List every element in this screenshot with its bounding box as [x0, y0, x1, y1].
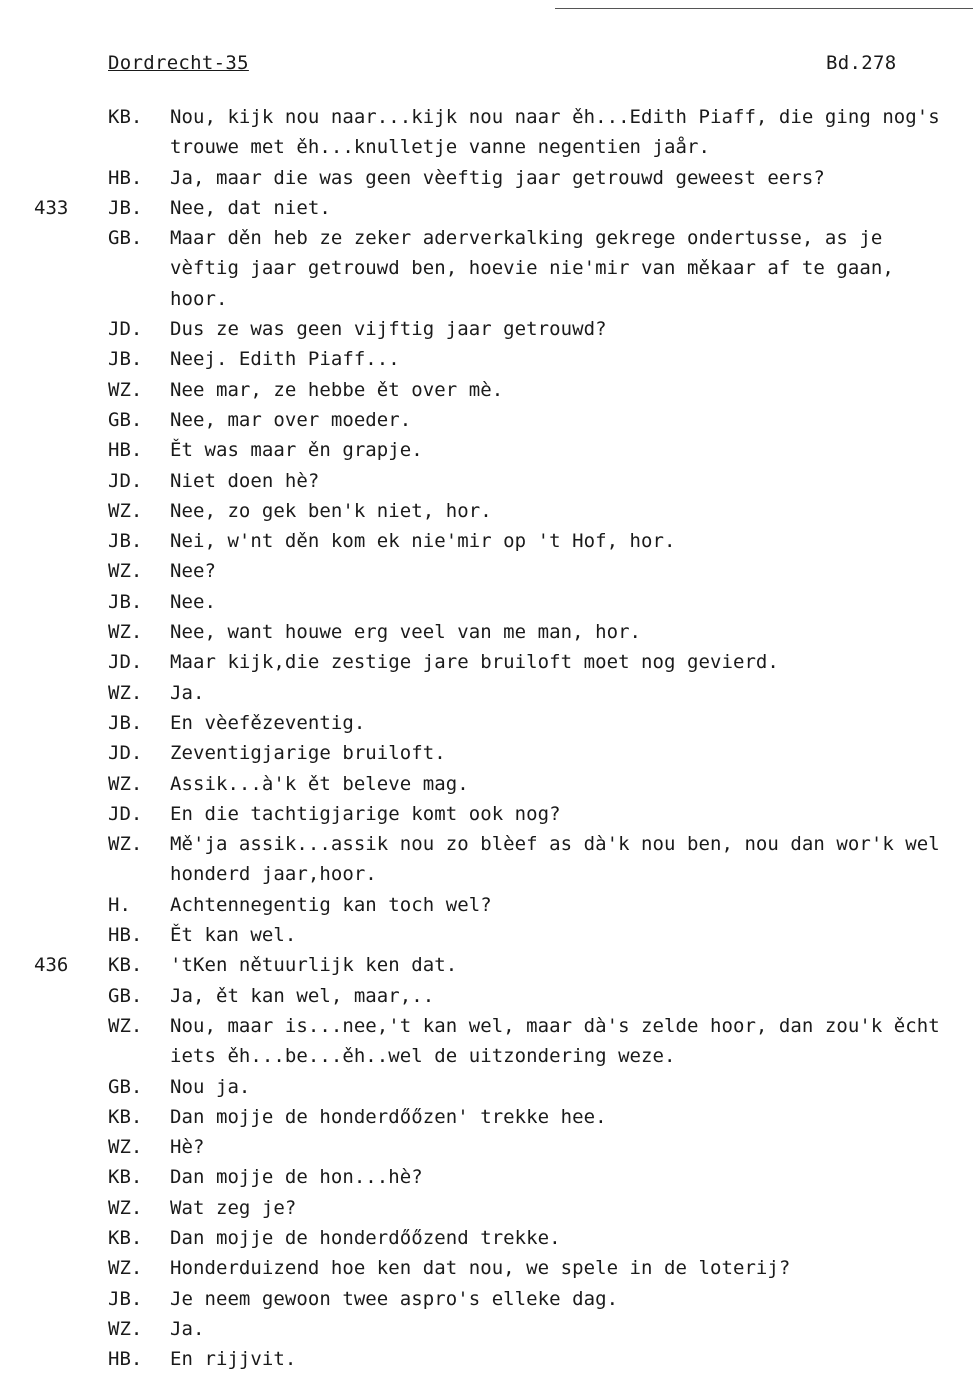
- utterance-text: Assik...à'k ět beleve mag.: [170, 772, 469, 795]
- utterance-text: Achtennegentig kan toch wel?: [170, 893, 492, 916]
- speaker-label: GB.: [108, 227, 143, 250]
- utterance-text: Honderduizend hoe ken dat nou, we spele in de loterij?: [170, 1257, 791, 1280]
- speaker-label: JD.: [108, 651, 143, 674]
- transcript-line: [0, 647, 973, 677]
- transcript-line: [0, 799, 973, 829]
- speaker-label: JD.: [108, 318, 143, 341]
- speaker-label: JB.: [108, 196, 143, 219]
- utterance-text: En vèefězeventig.: [170, 711, 366, 734]
- utterance-text: Nee.: [170, 590, 216, 613]
- speaker-label: KB.: [108, 1105, 143, 1128]
- speaker-label: WZ.: [108, 378, 143, 401]
- utterance-text: Ja.: [170, 681, 205, 704]
- utterance-text: Wat zeg je?: [170, 1196, 297, 1219]
- utterance-text: Nou, maar is...nee,'t kan wel, maar dà's zelde hoor, dan zou'k ěcht iets ěh...be...ěh..wel de uitzondering weze.: [170, 1014, 940, 1068]
- transcript-line: [0, 617, 973, 647]
- utterance-text: Maar kijk,die zestige jare bruiloft moet nog gevierd.: [170, 651, 779, 674]
- utterance-text: Ět was maar ěn grapje.: [170, 439, 423, 462]
- transcript-line: [0, 193, 973, 223]
- utterance-text: Nou ja.: [170, 1075, 251, 1098]
- transcript-line: [0, 314, 973, 344]
- utterance-text: Nou, kijk nou naar...kijk nou naar ěh...Edith Piaff, die ging nog's trouwe met ěh...knulletje vanne negentien jaår.: [170, 106, 940, 159]
- transcript-line: [0, 223, 973, 314]
- speaker-label: WZ.: [108, 681, 143, 704]
- utterance-text: Neej. Edith Piaff...: [170, 348, 400, 371]
- speaker-label: GB.: [108, 984, 143, 1007]
- transcript-line: [0, 769, 973, 799]
- transcript-line: [0, 1314, 973, 1344]
- transcript-line: [0, 981, 973, 1011]
- speaker-label: KB.: [108, 1166, 143, 1189]
- speaker-label: WZ.: [108, 560, 143, 583]
- utterance-text: Dan mojje de honderdőőzen' trekke hee.: [170, 1105, 607, 1128]
- speaker-label: WZ.: [108, 499, 143, 522]
- speaker-label: HB.: [108, 166, 143, 189]
- transcript-line: [0, 738, 973, 768]
- speaker-label: WZ.: [108, 1196, 143, 1219]
- speaker-label: GB.: [108, 408, 143, 431]
- transcript-line: [0, 1193, 973, 1223]
- utterance-text: Ja.: [170, 1317, 205, 1340]
- transcript-body: [0, 102, 973, 1374]
- utterance-text: 'tKen nětuurlijk ken dat.: [170, 954, 458, 977]
- transcript-line: [0, 526, 973, 556]
- transcript-line: [0, 1011, 973, 1072]
- transcript-line: [0, 1102, 973, 1132]
- speaker-label: JD.: [108, 469, 143, 492]
- utterance-text: Dan mojje de honderdőőzend trekke.: [170, 1226, 561, 1249]
- utterance-text: En die tachtigjarige komt ook nog?: [170, 802, 561, 825]
- utterance-text: Zeventigjarige bruiloft.: [170, 742, 446, 765]
- transcript-line: [0, 1344, 973, 1374]
- speaker-label: WZ.: [108, 1257, 143, 1280]
- transcript-line: [0, 1223, 973, 1253]
- line-counter-number: 433: [34, 196, 69, 219]
- transcript-line: [0, 1072, 973, 1102]
- transcript-line: [0, 890, 973, 920]
- utterance-text: Niet doen hè?: [170, 469, 320, 492]
- transcript-line: [0, 587, 973, 617]
- speaker-label: WZ.: [108, 1014, 143, 1037]
- transcript-line: [0, 556, 973, 586]
- transcript-line: [0, 405, 973, 435]
- speaker-label: WZ.: [108, 1317, 143, 1340]
- utterance-text: Nee mar, ze hebbe ět over mè.: [170, 378, 504, 401]
- speaker-label: KB.: [108, 954, 143, 977]
- transcript-line: [0, 678, 973, 708]
- speaker-label: WZ.: [108, 621, 143, 644]
- speaker-label: JD.: [108, 802, 143, 825]
- utterance-text: Ět kan wel.: [170, 924, 297, 947]
- transcript-line: [0, 375, 973, 405]
- speaker-label: H.: [108, 893, 131, 916]
- speaker-label: JB.: [108, 711, 143, 734]
- speaker-label: WZ.: [108, 1136, 143, 1159]
- transcript-line: [0, 1284, 973, 1314]
- speaker-label: JB.: [108, 530, 143, 553]
- transcript-line: [0, 344, 973, 374]
- speaker-label: GB.: [108, 1075, 143, 1098]
- utterance-text: Nee, want houwe erg veel van me man, hor.: [170, 621, 642, 644]
- transcript-line: [0, 435, 973, 465]
- speaker-label: JB.: [108, 590, 143, 613]
- top-rule: [555, 8, 973, 9]
- transcript-line: [0, 950, 973, 980]
- transcript-line: [0, 920, 973, 950]
- transcript-line: [0, 496, 973, 526]
- utterance-text: Nee?: [170, 560, 216, 583]
- speaker-label: HB.: [108, 1348, 143, 1371]
- transcript-line: [0, 1162, 973, 1192]
- utterance-text: Hè?: [170, 1136, 205, 1159]
- utterance-text: Mě'ja assik...assik nou zo blèef as dà'k nou ben, nou dan wor'k wel honderd jaar,hoor.: [170, 833, 940, 886]
- speaker-label: WZ.: [108, 772, 143, 795]
- utterance-text: Dus ze was geen vijftig jaar getrouwd?: [170, 318, 607, 341]
- utterance-text: Ja, ět kan wel, maar,..: [170, 984, 435, 1007]
- speaker-label: KB.: [108, 1226, 143, 1249]
- utterance-text: Je neem gewoon twee aspro's elleke dag.: [170, 1287, 619, 1310]
- transcript-line: [0, 102, 973, 163]
- speaker-label: WZ.: [108, 833, 143, 856]
- utterance-text: Dan mojje de hon...hè?: [170, 1166, 423, 1189]
- utterance-text: Nei, w'nt děn kom ek nie'mir op 't Hof, hor.: [170, 530, 676, 553]
- utterance-text: En rijjvit.: [170, 1348, 297, 1371]
- transcript-line: [0, 1132, 973, 1162]
- tape-reference-header: Bd.278: [826, 52, 897, 74]
- utterance-text: Maar děn heb ze zeker aderverkalking gekrege ondertusse, as je vèftig jaar getrouwd ben, hoevie nie'mir van měkaar af te gaan, hoor.: [170, 227, 894, 310]
- speaker-label: HB.: [108, 924, 143, 947]
- transcript-line: [0, 466, 973, 496]
- transcript-line: [0, 829, 973, 890]
- document-location-header: Dordrecht-35: [108, 52, 249, 74]
- transcript-line: [0, 708, 973, 738]
- speaker-label: HB.: [108, 439, 143, 462]
- utterance-text: Nee, dat niet.: [170, 196, 331, 219]
- line-counter-number: 436: [34, 954, 69, 977]
- utterance-text: Ja, maar die was geen vèeftig jaar getrouwd geweest eers?: [170, 166, 825, 189]
- speaker-label: KB.: [108, 106, 143, 128]
- speaker-label: JB.: [108, 348, 143, 371]
- transcript-line: [0, 1253, 973, 1283]
- speaker-label: JD.: [108, 742, 143, 765]
- utterance-text: Nee, zo gek ben'k niet, hor.: [170, 499, 492, 522]
- transcript-line: [0, 163, 973, 193]
- utterance-text: Nee, mar over moeder.: [170, 408, 412, 431]
- speaker-label: JB.: [108, 1287, 143, 1310]
